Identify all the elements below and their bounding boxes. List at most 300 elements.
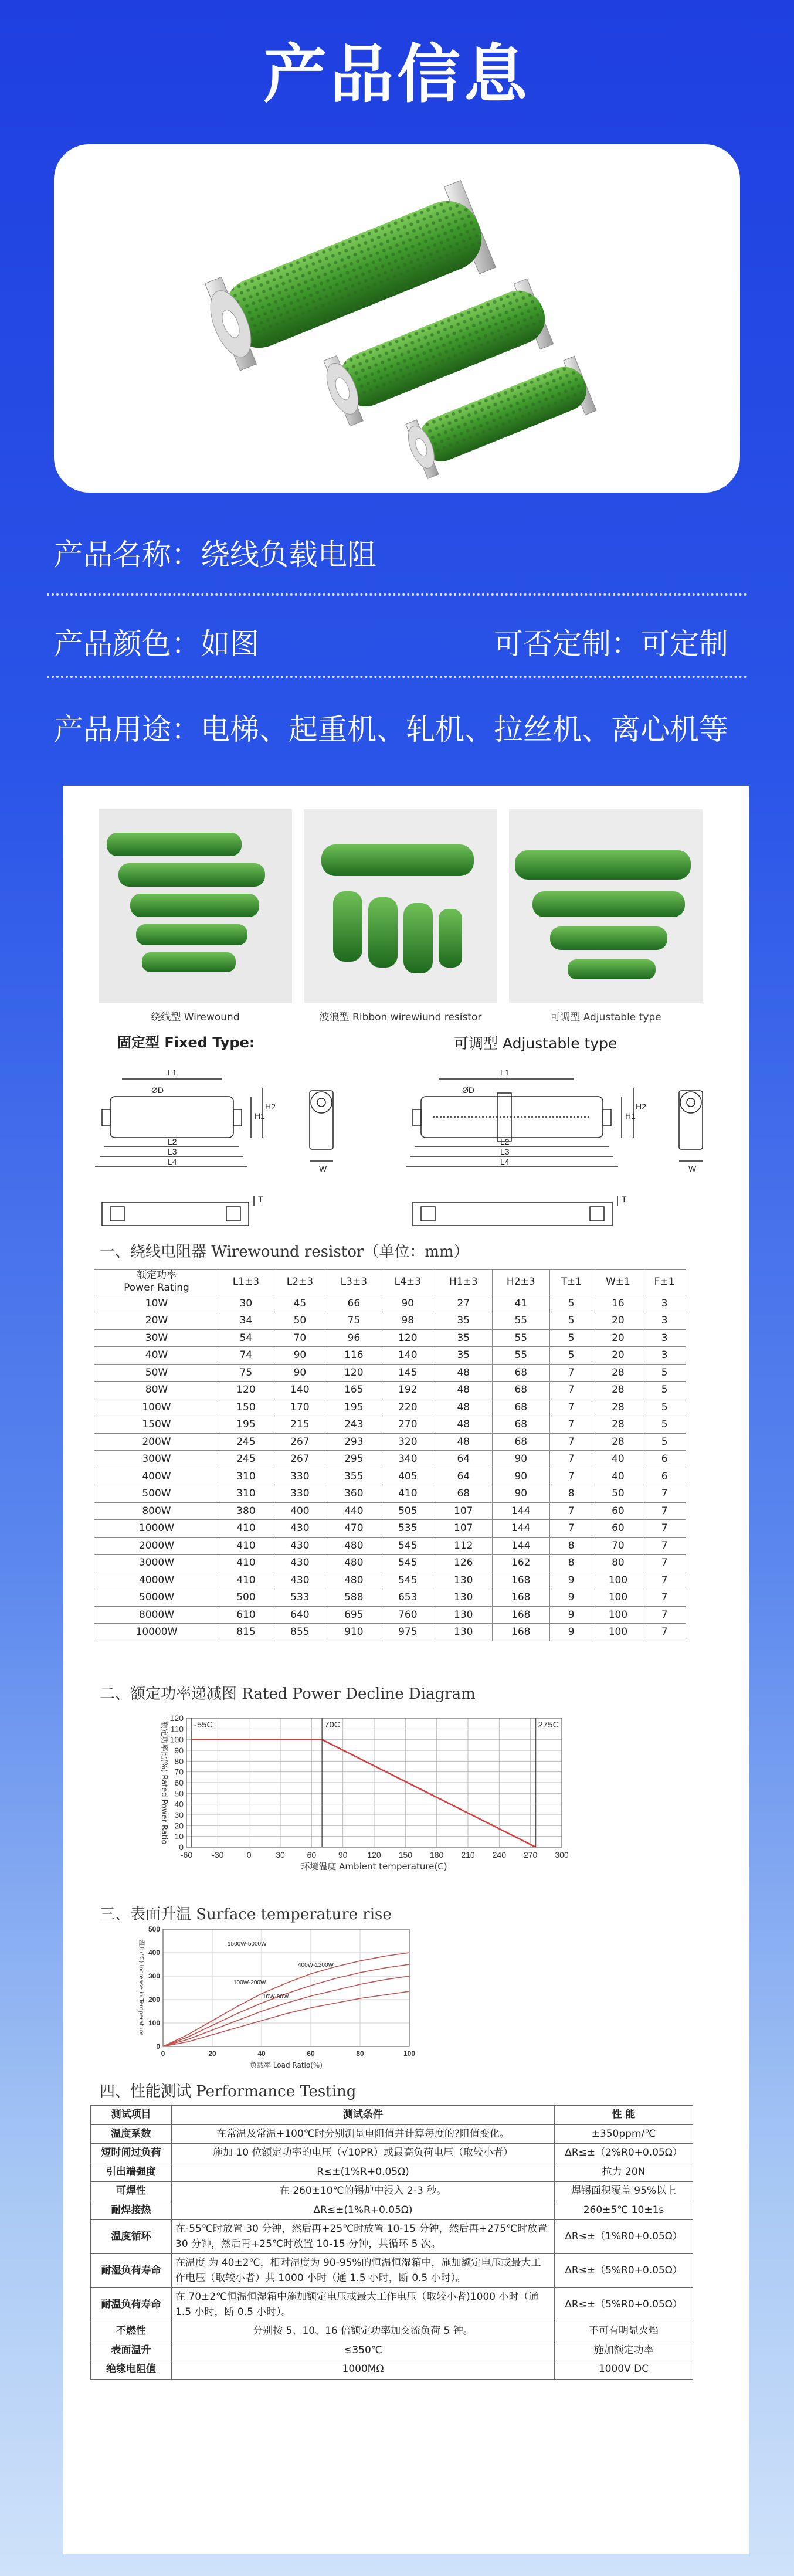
table-cell: 100	[593, 1624, 643, 1641]
table-cell: 410	[219, 1572, 273, 1589]
x-tick-label: 0	[246, 1850, 252, 1859]
table-cell: 在常温及常温+100℃时分别测量电阻值并计算每度的?阻值变化。	[172, 2124, 555, 2144]
table-cell: 695	[327, 1606, 381, 1624]
table-cell: 41	[492, 1295, 549, 1312]
table-cell: 430	[273, 1537, 327, 1555]
table-cell: 28	[593, 1433, 643, 1451]
dim-label: W	[319, 1164, 327, 1173]
table-row	[94, 1572, 686, 1589]
table-cell: 120	[381, 1329, 435, 1347]
table-cell: 170	[273, 1399, 327, 1416]
y-tick-label: 90	[174, 1746, 184, 1755]
y-tick-label: 80	[174, 1756, 184, 1766]
section-1-heading: 一、绕线电阻器 Wirewound resistor（单位：mm）	[100, 1243, 469, 1261]
dim-label: T	[258, 1194, 263, 1204]
y-tick-label: 100	[169, 1735, 184, 1745]
table-header-row	[94, 1270, 686, 1295]
table-cell: 220	[381, 1399, 435, 1416]
plot-frame	[163, 1929, 409, 2046]
table-cell: 90	[273, 1364, 327, 1382]
table-header-cell: L2±3	[273, 1270, 327, 1295]
adjustable-type-title: 可调型 Adjustable type	[454, 1035, 617, 1052]
table-cell: 505	[381, 1502, 435, 1520]
table-row	[94, 1520, 686, 1538]
table-cell: 545	[381, 1572, 435, 1589]
table-cell: 温度系数	[91, 2124, 172, 2144]
table-cell: 55	[492, 1347, 549, 1365]
x-tick-label: 100	[403, 2049, 416, 2058]
table-cell: 80	[593, 1555, 643, 1572]
table-cell: 8	[549, 1485, 593, 1503]
table-row	[94, 1624, 686, 1641]
x-tick-label: 40	[257, 2049, 266, 2058]
table-cell: 410	[219, 1555, 273, 1572]
x-tick-label: 0	[161, 2049, 165, 2058]
table-cell: 7	[643, 1555, 686, 1572]
y-tick-label: 500	[148, 1925, 160, 1933]
table-cell: 200W	[94, 1433, 219, 1451]
table-cell: 34	[219, 1312, 273, 1330]
table-cell: 145	[381, 1364, 435, 1382]
dim-label: L3	[168, 1147, 177, 1156]
dim-label: L1	[168, 1068, 177, 1077]
table-cell: 215	[273, 1416, 327, 1434]
table-cell: 50W	[94, 1364, 219, 1382]
table-cell: 68	[492, 1416, 549, 1434]
dim-label: H2	[636, 1102, 646, 1111]
y-tick-label: 0	[156, 2042, 160, 2051]
table-cell: 320	[381, 1433, 435, 1451]
table-cell: 20	[593, 1312, 643, 1330]
table-cell: 7	[549, 1382, 593, 1399]
table-cell: 5	[643, 1399, 686, 1416]
series-line	[163, 1964, 409, 2046]
table-row	[91, 2322, 693, 2341]
table-cell: 68	[492, 1382, 549, 1399]
table-cell: 3	[643, 1347, 686, 1365]
resistor-illustration	[54, 144, 740, 493]
table-cell: 126	[435, 1555, 492, 1572]
surface-temperature-chart	[104, 1923, 456, 2082]
table-cell: ΔR≤±（5%R0+0.05Ω）	[555, 2288, 693, 2322]
table-cell: 480	[327, 1555, 381, 1572]
info-product-name: 产品名称：绕线负载电阻	[54, 538, 376, 572]
table-row	[94, 1468, 686, 1485]
table-cell: 70	[593, 1537, 643, 1555]
table-cell: 340	[381, 1451, 435, 1468]
table-cell: 施加 10 位额定功率的电压（√10PR）或最高负荷电压（取较小者）	[172, 2144, 555, 2163]
table-cell: 90	[381, 1295, 435, 1312]
table-cell: 300W	[94, 1451, 219, 1468]
table-cell: 温度循环	[91, 2220, 172, 2254]
divider	[47, 676, 747, 678]
table-cell: 表面温升	[91, 2341, 172, 2360]
table-cell: 35	[435, 1347, 492, 1365]
photo-caption: 波浪型 Ribbon wirewiund resistor	[319, 1012, 482, 1023]
table-cell: 98	[381, 1312, 435, 1330]
table-cell: 545	[381, 1555, 435, 1572]
table-header-cell: 测试项目	[91, 2106, 172, 2125]
table-cell: 120	[327, 1364, 381, 1382]
table-cell: 耐温负荷寿命	[91, 2288, 172, 2322]
table-cell: 430	[273, 1520, 327, 1538]
table-cell: 9	[549, 1572, 593, 1589]
table-cell: 耐焊接热	[91, 2201, 172, 2220]
table-cell: 5	[549, 1347, 593, 1365]
table-cell: 760	[381, 1606, 435, 1624]
table-cell: 116	[327, 1347, 381, 1365]
table-cell: 267	[273, 1433, 327, 1451]
table-cell: 28	[593, 1382, 643, 1399]
table-cell: 96	[327, 1329, 381, 1347]
table-cell: 5	[643, 1433, 686, 1451]
dimension-table	[94, 1269, 686, 1641]
x-tick-label: -60	[180, 1850, 193, 1859]
table-row	[94, 1451, 686, 1468]
table-cell: 130	[435, 1572, 492, 1589]
table-cell: 330	[273, 1468, 327, 1485]
table-header-cell: L3±3	[327, 1270, 381, 1295]
table-cell: 310	[219, 1485, 273, 1503]
table-cell: 5	[643, 1364, 686, 1382]
table-cell: 分别按 5、10、16 倍额定功率加交流负荷 5 钟。	[172, 2322, 555, 2341]
dim-label: H1	[255, 1111, 265, 1121]
table-cell: 130	[435, 1624, 492, 1641]
table-cell: 48	[435, 1399, 492, 1416]
table-row	[91, 2360, 693, 2380]
table-cell: 27	[435, 1295, 492, 1312]
series-annotation: 400W-1200W	[298, 1962, 334, 1969]
spec-sheet	[63, 786, 749, 2554]
table-cell: 380	[219, 1502, 273, 1520]
dim-label: ØD	[151, 1085, 164, 1095]
table-row	[94, 1399, 686, 1416]
table-cell: 7	[549, 1502, 593, 1520]
x-axis-label: 环境温度 Ambient temperature(C)	[301, 1861, 447, 1872]
table-cell: ΔR≤±（5%R0+0.05Ω）	[555, 2254, 693, 2288]
table-row	[94, 1537, 686, 1555]
photo-caption: 绕线型 Wirewound	[151, 1012, 240, 1023]
table-cell: 1000MΩ	[172, 2360, 555, 2380]
table-header-cell: H2±3	[492, 1270, 549, 1295]
table-cell: 355	[327, 1468, 381, 1485]
table-row	[91, 2254, 693, 2288]
y-tick-label: 20	[174, 1821, 184, 1831]
table-cell: 68	[492, 1364, 549, 1382]
table-cell: 6	[643, 1451, 686, 1468]
table-cell: 28	[593, 1399, 643, 1416]
table-cell: 500	[219, 1589, 273, 1607]
table-cell: 64	[435, 1468, 492, 1485]
table-cell: 130	[435, 1606, 492, 1624]
table-cell: 360	[327, 1485, 381, 1503]
table-cell: 在 70±2℃恒温恒湿箱中施加额定电压或最大工作电压（取较小者)1000 小时（通 1.5 小时，断 0.5 小时）。	[172, 2288, 555, 2322]
info-customizable: 可否定制：可定制	[494, 627, 728, 661]
table-row	[91, 2341, 693, 2360]
table-row	[94, 1347, 686, 1365]
table-cell: 不可有明显火焰	[555, 2322, 693, 2341]
table-cell: ΔR≤±（1%R0+0.05Ω）	[555, 2220, 693, 2254]
table-cell: 535	[381, 1520, 435, 1538]
table-cell: 引出端强度	[91, 2163, 172, 2182]
table-row	[91, 2220, 693, 2254]
table-cell: 270	[381, 1416, 435, 1434]
table-cell: 150	[219, 1399, 273, 1416]
table-cell: 90	[492, 1451, 549, 1468]
x-tick-label: 150	[398, 1850, 413, 1859]
table-cell: 68	[492, 1399, 549, 1416]
table-cell: 50	[593, 1485, 643, 1503]
table-cell: 施加额定功率	[555, 2341, 693, 2360]
table-cell: 260±5℃ 10±1s	[555, 2201, 693, 2220]
info-product-usage: 产品用途：电梯、起重机、轧机、拉丝机、离心机等	[54, 712, 728, 746]
table-cell: 5	[643, 1416, 686, 1434]
table-cell: 855	[273, 1624, 327, 1641]
table-cell: 3	[643, 1312, 686, 1330]
x-tick-label: 30	[276, 1850, 285, 1859]
table-row	[94, 1606, 686, 1624]
y-tick-label: 40	[174, 1799, 184, 1809]
table-cell: 910	[327, 1624, 381, 1641]
table-cell: 7	[643, 1537, 686, 1555]
table-cell: 28	[593, 1416, 643, 1434]
table-cell: 拉力 20N	[555, 2163, 693, 2182]
info-product-color: 产品颜色：如图	[54, 627, 259, 661]
table-cell: 410	[381, 1485, 435, 1503]
table-cell: 653	[381, 1589, 435, 1607]
table-cell: 7	[549, 1520, 593, 1538]
table-cell: 815	[219, 1624, 273, 1641]
table-cell: 70	[273, 1329, 327, 1347]
table-cell: 48	[435, 1433, 492, 1451]
section-2-heading: 二、额定功率递减图 Rated Power Decline Diagram	[100, 1685, 476, 1703]
y-axis-label: 额定功率比(%) Rated Power Ratio	[160, 1720, 168, 1845]
table-cell: 55	[492, 1329, 549, 1347]
table-cell: 7	[549, 1451, 593, 1468]
x-axis-label: 负载率 Load Ratio(%)	[250, 2061, 323, 2069]
table-cell: 130	[435, 1589, 492, 1607]
table-cell: 45	[273, 1295, 327, 1312]
table-cell: 不燃性	[91, 2322, 172, 2341]
table-cell: 144	[492, 1520, 549, 1538]
table-cell: 7	[643, 1624, 686, 1641]
table-cell: 7	[549, 1364, 593, 1382]
table-cell: 165	[327, 1382, 381, 1399]
table-cell: 100	[593, 1572, 643, 1589]
y-tick-label: 50	[174, 1788, 184, 1798]
table-row	[91, 2124, 693, 2144]
series-annotation: 10W-80W	[263, 1994, 289, 2000]
table-cell: 7	[643, 1572, 686, 1589]
table-cell: 75	[327, 1312, 381, 1330]
table-cell: 20	[593, 1329, 643, 1347]
dim-label: H2	[265, 1102, 276, 1111]
table-cell: ±350ppm/℃	[555, 2124, 693, 2144]
table-cell: 410	[219, 1537, 273, 1555]
x-tick-label: 60	[307, 2049, 315, 2058]
table-cell: 7	[549, 1399, 593, 1416]
table-cell: 4000W	[94, 1572, 219, 1589]
table-cell: 1000W	[94, 1520, 219, 1538]
table-cell: 107	[435, 1502, 492, 1520]
table-cell: 2000W	[94, 1537, 219, 1555]
table-cell: 68	[435, 1485, 492, 1503]
table-cell: R≤±(1%R+0.05Ω)	[172, 2163, 555, 2182]
table-cell: 48	[435, 1416, 492, 1434]
table-header-cell: T±1	[549, 1270, 593, 1295]
table-cell: 9	[549, 1606, 593, 1624]
table-row	[91, 2163, 693, 2182]
table-cell: 7	[643, 1589, 686, 1607]
table-cell: 10000W	[94, 1624, 219, 1641]
dim-label: L2	[168, 1137, 177, 1146]
table-cell: 90	[492, 1485, 549, 1503]
table-cell: 440	[327, 1502, 381, 1520]
performance-table	[90, 2105, 693, 2380]
table-cell: 100W	[94, 1399, 219, 1416]
y-tick-label: 200	[148, 1995, 160, 2004]
dim-label: L3	[500, 1147, 510, 1156]
x-tick-label: 90	[338, 1850, 348, 1859]
table-cell: 64	[435, 1451, 492, 1468]
table-cell: 168	[492, 1606, 549, 1624]
table-cell: 9	[549, 1624, 593, 1641]
dim-label: L4	[500, 1157, 510, 1166]
table-cell: 30	[219, 1295, 273, 1312]
table-cell: 3	[643, 1295, 686, 1312]
x-tick-label: 240	[492, 1850, 507, 1859]
section-4-heading: 四、性能测试 Performance Testing	[100, 2083, 357, 2100]
table-cell: 107	[435, 1520, 492, 1538]
y-tick-label: 70	[174, 1767, 184, 1777]
photo-caption: 可调型 Adjustable type	[550, 1012, 661, 1023]
table-cell: 430	[273, 1572, 327, 1589]
table-cell: 480	[327, 1537, 381, 1555]
table-cell: 975	[381, 1624, 435, 1641]
table-cell: 144	[492, 1502, 549, 1520]
table-row	[94, 1312, 686, 1330]
table-header-cell: L4±3	[381, 1270, 435, 1295]
table-cell: 7	[549, 1416, 593, 1434]
table-cell: 7	[643, 1606, 686, 1624]
table-cell: 3	[643, 1329, 686, 1347]
table-cell: 在温度 为 40±2℃，相对湿度为 90-95%的恒温恒湿箱中，施加额定电压或最大工作电压（取较小者）共 1000 小时（通 1.5 小时，断 0.5 小时）。	[172, 2254, 555, 2288]
table-cell: 6	[643, 1468, 686, 1485]
table-cell: 66	[327, 1295, 381, 1312]
dim-label: H1	[625, 1111, 636, 1121]
table-row	[94, 1364, 686, 1382]
dim-label: L1	[500, 1068, 510, 1077]
table-header-cell: W±1	[593, 1270, 643, 1295]
table-row	[91, 2201, 693, 2220]
table-cell: 60	[593, 1502, 643, 1520]
table-cell: ΔR≤±(1%R+0.05Ω)	[172, 2201, 555, 2220]
table-cell: 10W	[94, 1295, 219, 1312]
table-header-cell: F±1	[643, 1270, 686, 1295]
product-photos	[99, 809, 720, 1003]
x-tick-label: 120	[367, 1850, 381, 1859]
dim-label: W	[688, 1164, 697, 1173]
table-cell: 54	[219, 1329, 273, 1347]
table-cell: 68	[492, 1433, 549, 1451]
dim-label: L4	[168, 1157, 177, 1166]
table-cell: 16	[593, 1295, 643, 1312]
table-cell: 168	[492, 1589, 549, 1607]
table-cell: 168	[492, 1624, 549, 1641]
table-row	[94, 1416, 686, 1434]
table-cell: 30W	[94, 1329, 219, 1347]
table-cell: 144	[492, 1537, 549, 1555]
table-cell: 533	[273, 1589, 327, 1607]
table-row	[94, 1555, 686, 1572]
y-tick-label: 30	[174, 1810, 184, 1820]
table-cell: 5000W	[94, 1589, 219, 1607]
table-cell: 112	[435, 1537, 492, 1555]
x-tick-label: 210	[461, 1850, 475, 1859]
annotation-label: 70C	[324, 1720, 341, 1730]
table-cell: 150W	[94, 1416, 219, 1434]
x-tick-label: 270	[523, 1850, 538, 1859]
table-cell: 243	[327, 1416, 381, 1434]
series-annotation: 100W-200W	[233, 1980, 266, 1986]
table-row	[94, 1589, 686, 1607]
table-cell: 48	[435, 1382, 492, 1399]
table-cell: 60	[593, 1520, 643, 1538]
y-tick-label: 400	[148, 1949, 160, 1957]
table-row	[91, 2182, 693, 2201]
table-row	[94, 1382, 686, 1399]
table-cell: 195	[327, 1399, 381, 1416]
table-cell: 9	[549, 1589, 593, 1607]
table-cell: 800W	[94, 1502, 219, 1520]
table-row	[94, 1485, 686, 1503]
page-title: 产品信息	[263, 38, 531, 111]
table-cell: 588	[327, 1589, 381, 1607]
annotation-label: -55C	[194, 1720, 213, 1730]
dimension-drawings	[87, 1055, 726, 1249]
table-cell: 耐湿负荷寿命	[91, 2254, 172, 2288]
table-cell: 400	[273, 1502, 327, 1520]
fixed-type-title: 固定型 Fixed Type:	[117, 1034, 255, 1051]
table-cell: 400W	[94, 1468, 219, 1485]
x-tick-label: 20	[208, 2049, 216, 2058]
table-cell: 245	[219, 1433, 273, 1451]
table-cell: 500W	[94, 1485, 219, 1503]
table-cell: ≤350℃	[172, 2341, 555, 2360]
table-cell: 410	[219, 1520, 273, 1538]
table-cell: 3000W	[94, 1555, 219, 1572]
table-header-cell: 测试条件	[172, 2106, 555, 2125]
table-header-cell: 性 能	[555, 2106, 693, 2125]
table-row	[94, 1433, 686, 1451]
table-cell: 7	[643, 1520, 686, 1538]
table-row	[94, 1329, 686, 1347]
table-header-cell: H1±3	[435, 1270, 492, 1295]
x-tick-label: -30	[212, 1850, 224, 1859]
table-cell: 293	[327, 1433, 381, 1451]
table-cell: 焊锡面积覆盖 95%以上	[555, 2182, 693, 2201]
table-cell: 48	[435, 1364, 492, 1382]
table-cell: 140	[381, 1347, 435, 1365]
y-tick-label: 10	[174, 1831, 184, 1841]
table-cell: 5	[643, 1382, 686, 1399]
y-tick-label: 110	[170, 1724, 184, 1734]
y-tick-label: 0	[179, 1842, 184, 1852]
table-cell: 5	[549, 1329, 593, 1347]
table-cell: 610	[219, 1606, 273, 1624]
table-header-cell: L1±3	[219, 1270, 273, 1295]
section-3-heading: 三、表面升温 Surface temperature rise	[100, 1906, 392, 1923]
